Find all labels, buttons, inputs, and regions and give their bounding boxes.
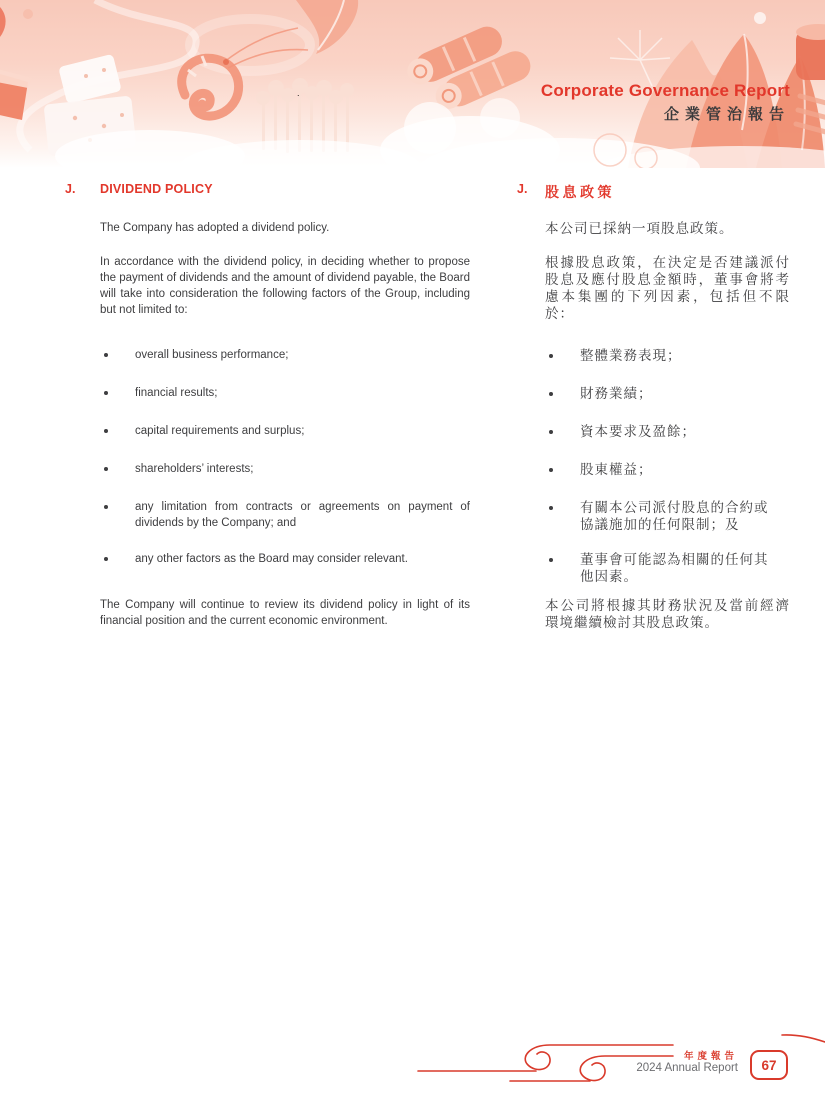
page-title-zh: 企業管治報告 xyxy=(663,106,790,123)
list-item xyxy=(100,423,470,439)
paragraph: 本公司已採納一項股息政策。 xyxy=(545,221,734,236)
bullet-dot xyxy=(104,505,108,509)
page-number-badge: 67 xyxy=(750,1050,788,1080)
list-item xyxy=(545,423,775,440)
stray-dot: . xyxy=(297,88,300,98)
paragraph: The Company has adopted a dividend policy. xyxy=(100,222,330,234)
footer-report-title-zh: 年度報告 xyxy=(683,1051,738,1062)
list-item xyxy=(545,551,775,585)
section-letter: J. xyxy=(517,182,528,196)
footer-report-title-en: 2024 Annual Report xyxy=(636,1062,738,1074)
list-item-text: 股東權益； xyxy=(580,462,653,477)
bullet-dot xyxy=(549,354,553,358)
list-item-text: 董事會可能認為相關的任何其他因素。 xyxy=(580,552,769,584)
dot-decor xyxy=(23,9,33,19)
list-item-text: 有關本公司派付股息的合約或協議施加的任何限制；及 xyxy=(580,500,769,532)
list-item-text: 資本要求及盈餘； xyxy=(580,424,696,439)
bullet-dot xyxy=(549,430,553,434)
bullet-dot xyxy=(549,506,553,510)
list-item xyxy=(100,461,470,477)
bullet-dot xyxy=(549,392,553,396)
list-item xyxy=(545,499,775,533)
bullet-dot xyxy=(104,467,108,471)
list-item-text: overall business performance; xyxy=(135,349,289,361)
page-title-en: Corporate Governance Report xyxy=(540,81,790,100)
paragraph: In accordance with the dividend policy, in deciding whether to propose the payment of dividends and the amount of dividend payable, the Board will take into consideration the following factors of the Group, including but not limited to: xyxy=(100,256,470,316)
list-item-text: any limitation from contracts or agreements on payment of dividends by the Company; and xyxy=(135,501,470,529)
sparkle-lines xyxy=(610,30,670,86)
list-item-text: any other factors as the Board may consider relevant. xyxy=(135,553,408,565)
list-item xyxy=(100,499,470,531)
header-banner xyxy=(0,0,825,168)
bullet-dot xyxy=(549,558,553,562)
bullet-dot xyxy=(104,429,108,433)
bullet-dot xyxy=(104,353,108,357)
list-item xyxy=(100,385,470,401)
paragraph: The Company will continue to review its dividend policy in light of its financial position and the current economic environment. xyxy=(100,599,470,627)
bullet-dot xyxy=(104,391,108,395)
list-item-text: capital requirements and surplus; xyxy=(135,425,305,437)
paragraph: 本公司將根據其財務狀況及當前經濟環境繼續檢討其股息政策。 xyxy=(545,598,790,630)
corner-decor xyxy=(0,0,6,46)
bullet-dot xyxy=(549,468,553,472)
section-heading: 股息政策 xyxy=(545,184,615,200)
cloud-fragment xyxy=(782,1035,825,1042)
list-item xyxy=(545,461,775,478)
section-letter: J. xyxy=(65,182,76,196)
list-item-text: 財務業績； xyxy=(580,386,653,401)
list-item xyxy=(100,347,470,363)
list-item xyxy=(545,347,775,364)
list-item-text: shareholders’ interests; xyxy=(135,463,254,475)
list-item xyxy=(100,551,470,567)
list-item xyxy=(545,385,775,402)
section-heading: DIVIDEND POLICY xyxy=(100,182,213,196)
dot-decor xyxy=(754,12,766,24)
paragraph: 根據股息政策，在決定是否建議派付股息及應付股息金額時，董事會將考慮本集團的下列因素，包括但不限於： xyxy=(545,255,790,321)
list-item-text: financial results; xyxy=(135,387,218,399)
bullet-dot xyxy=(104,557,108,561)
list-item-text: 整體業務表現； xyxy=(580,348,682,363)
